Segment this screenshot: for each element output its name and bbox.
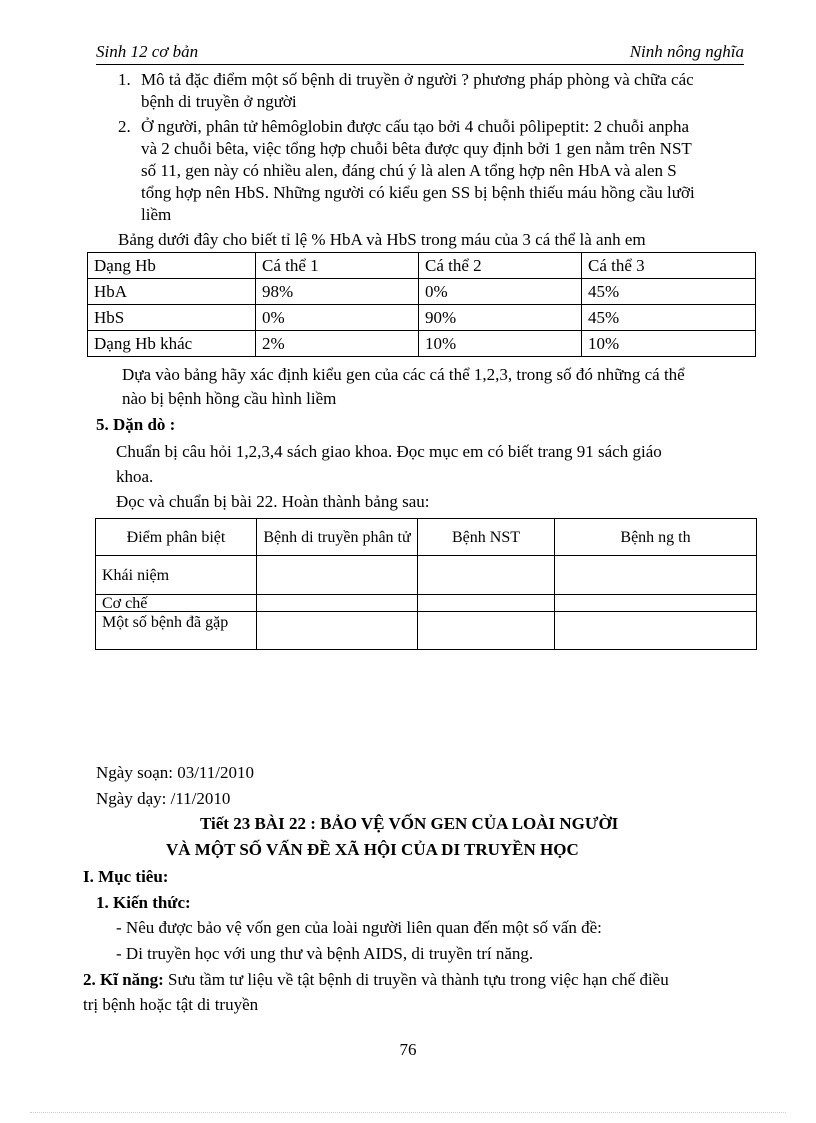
table-header-cell: Điểm phân biệt — [96, 519, 257, 556]
table-cell — [257, 595, 418, 612]
question-2-number: 2. — [118, 117, 131, 136]
table-row — [96, 612, 757, 650]
knowledge-item-1: - Nêu được bảo vệ vốn gen của loài người liên quan đến một số vấn đề: — [116, 918, 602, 937]
question-1-line-1: Mô tả đặc điểm một số bệnh di truyền ở người ? phương pháp phòng và chữa các — [141, 70, 694, 89]
section5-heading: 5. Dặn dò : — [96, 415, 176, 434]
table1-intro: Bảng dưới đây cho biết tỉ lệ % HbA và HbS trong máu của 3 cá thể là anh em — [118, 230, 646, 249]
page-number: 76 — [399, 1040, 417, 1059]
question-2-line-1: Ở người, phân tử hêmôglobin được cấu tạo bởi 4 chuỗi pôlipeptit: 2 chuỗi anpha — [141, 117, 689, 136]
skills-label: 2. Kĩ năng: — [83, 970, 164, 989]
table-header-row — [96, 519, 757, 556]
header-right: Ninh nông nghĩa — [629, 42, 744, 61]
section5-line-2: khoa. — [116, 467, 154, 486]
table-cell — [418, 595, 555, 612]
table-cell: Cơ chế — [96, 595, 257, 612]
table-cell: Một số bệnh đã gặp — [96, 612, 257, 650]
table-cell — [555, 612, 757, 650]
table-header-cell: Bệnh NST — [418, 519, 555, 556]
table-cell: 45% — [582, 305, 756, 331]
table-cell — [555, 556, 757, 595]
table-header-cell: Dạng Hb — [88, 253, 256, 279]
table-cell: Dạng Hb khác — [88, 331, 256, 357]
section5-line-1: Chuẩn bị câu hỏi 1,2,3,4 sách giao khoa. Đọc mục em có biết trang 91 sách giáo — [116, 442, 662, 461]
knowledge-heading: 1. Kiến thức: — [96, 893, 191, 912]
table-cell: HbS — [88, 305, 256, 331]
table-cell — [257, 612, 418, 650]
question-2-line-2: và 2 chuỗi bêta, việc tổng hợp chuỗi bêta được quy định bởi 1 gen nằm trên NST — [141, 139, 692, 158]
table1-after-line-1: Dựa vào bảng hãy xác định kiểu gen của các cá thể 1,2,3, trong số đó những cá thể — [122, 365, 685, 384]
table-row — [88, 331, 756, 357]
question-1-line-2: bệnh di truyền ở người — [141, 92, 297, 111]
page-header — [96, 42, 744, 65]
table-cell — [418, 556, 555, 595]
question-1-number: 1. — [118, 70, 131, 89]
table-row — [88, 279, 756, 305]
lesson-title-line-2: VÀ MỘT SỐ VẤN ĐỀ XÃ HỘI CỦA DI TRUYỀN HỌC — [166, 840, 579, 859]
question-2-line-4: tổng hợp nên HbS. Những người có kiểu gen SS bị bệnh thiếu máu hồng cầu lưỡi — [141, 183, 695, 202]
comparison-table — [95, 518, 757, 650]
table-row — [96, 556, 757, 595]
table-cell: HbA — [88, 279, 256, 305]
section5-line-3: Đọc và chuẩn bị bài 22. Hoàn thành bảng sau: — [116, 492, 430, 511]
lesson-title-line-1: Tiết 23 BÀI 22 : BẢO VỆ VỐN GEN CỦA LOÀI NGƯỜI — [200, 814, 619, 833]
question-2-line-3: số 11, gen này có nhiều alen, đáng chú ý là alen A tổng hợp nên HbA và alen S — [141, 161, 677, 180]
table-cell: 0% — [256, 305, 419, 331]
date-taught: Ngày dạy: /11/2010 — [96, 789, 231, 808]
table-cell — [257, 556, 418, 595]
table-row — [96, 595, 757, 612]
question-2-line-5: liềm — [141, 205, 172, 224]
table-cell: 45% — [582, 279, 756, 305]
skills-line-1 — [83, 969, 669, 991]
table-cell: 98% — [256, 279, 419, 305]
table-header-cell: Cá thể 3 — [582, 253, 756, 279]
table-cell — [555, 595, 757, 612]
table-header-row — [88, 253, 756, 279]
table-header-cell: Bệnh ng th — [555, 519, 757, 556]
header-left: Sinh 12 cơ bản — [96, 42, 199, 61]
table-cell: Khái niệm — [96, 556, 257, 595]
table-row — [88, 305, 756, 331]
table-cell — [418, 612, 555, 650]
date-prepared: Ngày soạn: 03/11/2010 — [96, 763, 255, 782]
skills-text: Sưu tầm tư liệu về tật bệnh di truyền và thành tựu trong việc hạn chế điều — [163, 970, 669, 989]
table-cell: 10% — [419, 331, 582, 357]
table-header-cell: Bệnh di truyền phân tử — [257, 519, 418, 556]
table-cell: 10% — [582, 331, 756, 357]
skills-line-2: trị bệnh hoặc tật di truyền — [83, 995, 259, 1014]
page-bottom-rule — [30, 1112, 786, 1113]
objectives-heading: I. Mục tiêu: — [83, 867, 169, 886]
table-cell: 0% — [419, 279, 582, 305]
table-header-cell: Cá thể 2 — [419, 253, 582, 279]
table-cell: 90% — [419, 305, 582, 331]
table1-after-line-2: nào bị bệnh hồng cầu hình liềm — [122, 389, 337, 408]
table-cell: 2% — [256, 331, 419, 357]
hb-table — [87, 252, 756, 357]
knowledge-item-2: - Di truyền học với ung thư và bệnh AIDS, di truyền trí năng. — [116, 944, 534, 963]
table-header-cell: Cá thể 1 — [256, 253, 419, 279]
